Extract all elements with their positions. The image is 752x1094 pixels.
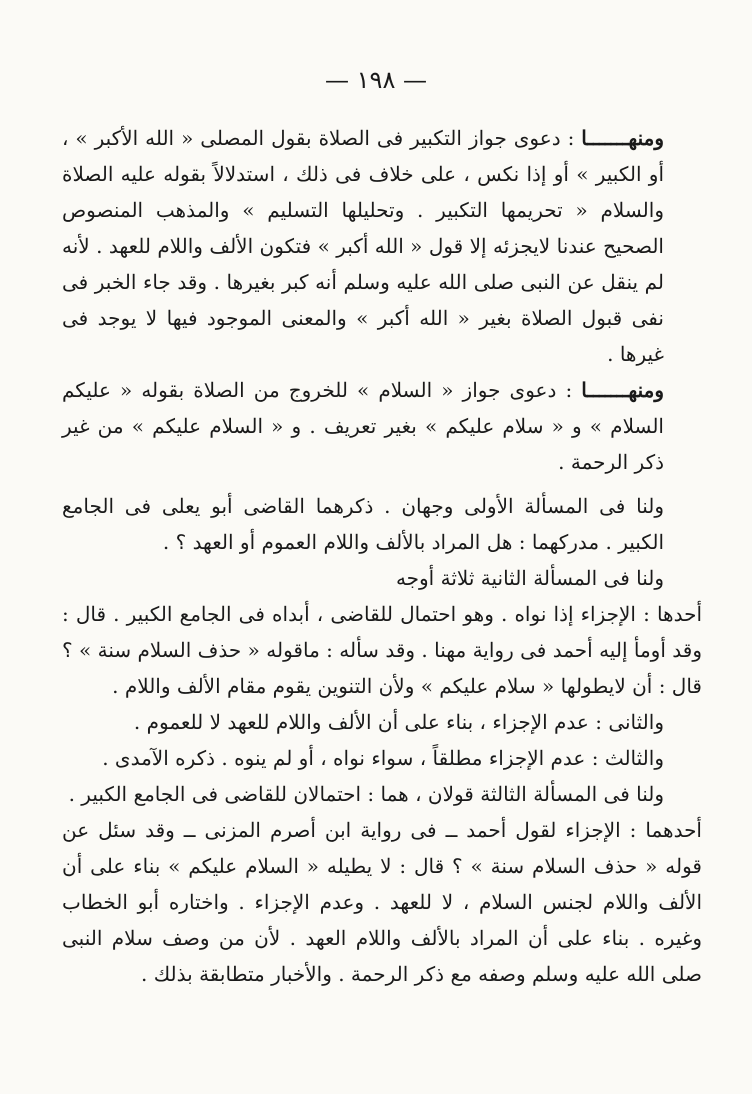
paragraph-4 [62,560,702,596]
paragraph-text: : دعوى جواز « السلام » للخروج من الصلاة بقوله « عليكم السلام » و « سلام عليكم » بغير تعريف . و « السلام عليكم » من غير ذكر الرحمة . [62,378,664,474]
paragraph-text: أحدهما : الإجزاء لقول أحمد ــ فى رواية ابن أصرم المزنى ــ وقد سئل عن قوله « حذف السلام سنة » ؟ قال : لا يطيله « السلام عليكم » بناء على أن الألف واللام لجنس السلام ، لا للعهد . وعدم الإجزاء . واختاره أبو الخطاب وغيره . بناء على أن المراد بالألف واللام العهد . لأن من وصف سلام النبى صلى الله عليه وسلم وصفه مع ذكر الرحمة . والأخبار متطابقة بذلك . [62,818,703,986]
body-text [62,120,702,992]
paragraph-lead: ومنهـــــــا [581,378,664,402]
paragraph-8 [62,776,702,812]
paragraph-text: ولنا فى المسألة الثانية ثلاثة أوجه [395,566,664,590]
page-number: — ١٩٨ — [325,66,427,94]
paragraph-9 [62,812,702,992]
paragraph-7 [62,740,702,776]
paragraph-text: والثانى : عدم الإجزاء ، بناء على أن الألف واللام للعهد لا للعموم . [133,710,664,734]
paragraph-6 [62,704,702,740]
paragraph-text: ولنا فى المسألة الثالثة قولان ، هما : احتمالان للقاضى فى الجامع الكبير . [68,782,664,806]
paragraph-lead: ومنهـــــــا [581,126,665,150]
paragraph-2 [62,372,702,480]
paragraph-5 [62,596,702,704]
paragraph-text: : دعوى جواز التكبير فى الصلاة بقول المصلى « الله الأكبر » ، أو الكبير » أو إذا نكس ، على خلاف فى ذلك ، استدلالاً بقوله عليه الصلاة والسلام « تحريمها التكبير . وتحليلها التسليم » والمذهب المنصوص الصحيح عندنا لايجزئه إلا قول « الله أكبر » فتكون الألف واللام للعهد . لأنه لم ينقل عن النبى صلى الله عليه وسلم أنه كبر بغيرها . وقد جاء الخبر فى نفى قبول الصلاة بغير « الله أكبر » والمعنى الموجود فيها لا يوجد فى غيرها . [62,126,664,366]
paragraph-text: أحدها : الإجزاء إذا نواه . وهو احتمال للقاضى ، أبداه فى الجامع الكبير . قال : وقد أومأ إليه أحمد فى رواية مهنا . وقد سأله : ماقوله « حذف السلام سنة » ؟ قال : أن لايطولها « سلام عليكم » ولأن التنوين يقوم مقام الألف واللام . [62,602,702,698]
paragraph-1 [62,120,702,372]
paragraph-3 [62,488,702,560]
paragraph-text: ولنا فى المسألة الأولى وجهان . ذكرهما القاضى أبو يعلى فى الجامع الكبير . مدركهما : هل المراد بالألف واللام العموم أو العهد ؟ . [62,494,664,554]
paragraph-text: والثالث : عدم الإجزاء مطلقاً ، سواء نواه ، أو لم ينوه . ذكره الآمدى . [102,746,664,770]
